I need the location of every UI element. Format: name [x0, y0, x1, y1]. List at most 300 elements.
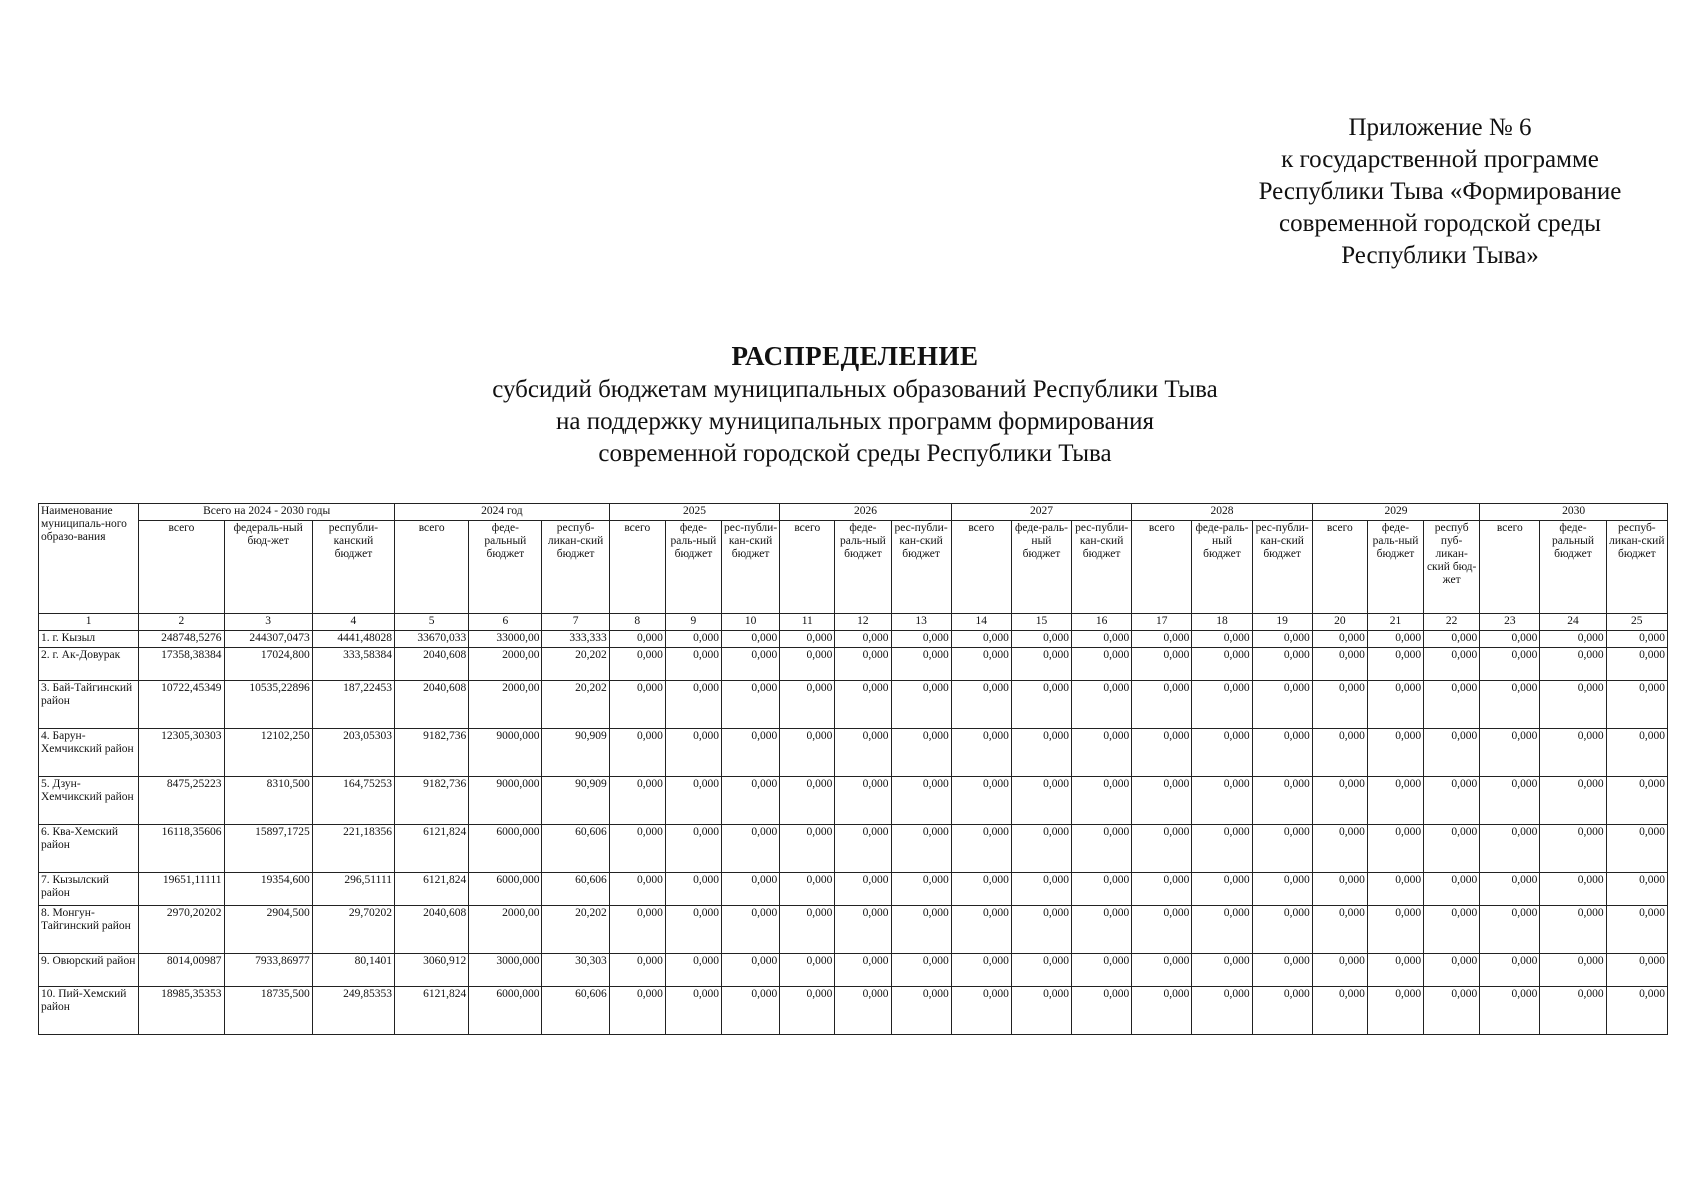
value-cell: 0,000 [1424, 906, 1480, 954]
value-cell: 0,000 [1011, 825, 1071, 873]
value-cell: 0,000 [891, 954, 951, 987]
value-cell: 7933,86977 [224, 954, 312, 987]
column-number: 21 [1367, 614, 1423, 631]
value-cell: 0,000 [1132, 825, 1192, 873]
value-cell: 0,000 [1424, 681, 1480, 729]
value-cell: 0,000 [1192, 631, 1252, 648]
appendix-line: Республики Тыва «Формирование [1258, 178, 1622, 205]
column-number: 25 [1606, 614, 1667, 631]
value-cell: 0,000 [1011, 954, 1071, 987]
value-cell: 0,000 [665, 906, 721, 954]
value-cell: 0,000 [951, 729, 1011, 777]
appendix-line: к государственной программе [1281, 146, 1599, 173]
value-cell: 0,000 [780, 631, 835, 648]
value-cell: 0,000 [1132, 987, 1192, 1035]
value-cell: 0,000 [1480, 648, 1540, 681]
value-cell: 0,000 [1192, 906, 1252, 954]
value-cell: 0,000 [1132, 631, 1192, 648]
value-cell: 0,000 [1540, 954, 1606, 987]
value-cell: 0,000 [891, 825, 951, 873]
value-cell: 0,000 [609, 954, 665, 987]
value-cell: 0,000 [1252, 825, 1312, 873]
value-cell: 8475,25223 [139, 777, 224, 825]
value-cell: 0,000 [722, 954, 780, 987]
value-cell: 18985,35353 [139, 987, 224, 1035]
group-header: 2025 [609, 504, 780, 521]
value-cell: 0,000 [1192, 987, 1252, 1035]
value-cell: 0,000 [665, 648, 721, 681]
value-cell: 17358,38384 [139, 648, 224, 681]
value-cell: 0,000 [1312, 825, 1367, 873]
column-number: 15 [1011, 614, 1071, 631]
value-cell: 0,000 [665, 777, 721, 825]
value-cell: 0,000 [951, 681, 1011, 729]
subheader-cell: федераль-ный бюд-жет [224, 521, 312, 614]
value-cell: 0,000 [1252, 631, 1312, 648]
value-cell: 0,000 [1072, 987, 1132, 1035]
value-cell: 0,000 [780, 825, 835, 873]
value-cell: 0,000 [1606, 777, 1667, 825]
value-cell: 90,909 [542, 777, 609, 825]
value-cell: 2040,608 [395, 906, 469, 954]
value-cell: 0,000 [891, 777, 951, 825]
value-cell: 2000,00 [469, 648, 542, 681]
municipality-name: 8. Монгун-Тайгинский район [39, 906, 139, 954]
value-cell: 0,000 [1132, 648, 1192, 681]
value-cell: 0,000 [1424, 777, 1480, 825]
value-cell: 187,22453 [312, 681, 394, 729]
value-cell: 0,000 [1252, 873, 1312, 906]
value-cell: 2904,500 [224, 906, 312, 954]
value-cell: 0,000 [835, 648, 891, 681]
value-cell: 0,000 [1424, 825, 1480, 873]
value-cell: 0,000 [835, 954, 891, 987]
value-cell: 0,000 [835, 906, 891, 954]
value-cell: 0,000 [665, 729, 721, 777]
municipality-name: 5. Дзун-Хемчикский район [39, 777, 139, 825]
value-cell: 0,000 [609, 906, 665, 954]
value-cell: 0,000 [1480, 906, 1540, 954]
appendix-line: современной городской среды [1279, 210, 1601, 237]
value-cell: 0,000 [609, 681, 665, 729]
value-cell: 0,000 [1367, 729, 1423, 777]
value-cell: 0,000 [1424, 729, 1480, 777]
value-cell: 3000,000 [469, 954, 542, 987]
value-cell: 0,000 [1312, 631, 1367, 648]
table-row [39, 681, 1668, 729]
value-cell: 0,000 [1480, 954, 1540, 987]
value-cell: 0,000 [609, 825, 665, 873]
title-line: на поддержку муниципальных программ формирования [555, 408, 1155, 435]
value-cell: 248748,5276 [139, 631, 224, 648]
value-cell: 18735,500 [224, 987, 312, 1035]
value-cell: 0,000 [665, 631, 721, 648]
value-cell: 0,000 [1252, 681, 1312, 729]
value-cell: 0,000 [1606, 681, 1667, 729]
municipality-name: 9. Овюрский район [39, 954, 139, 987]
value-cell: 0,000 [1011, 681, 1071, 729]
value-cell: 0,000 [1072, 631, 1132, 648]
value-cell: 2000,00 [469, 906, 542, 954]
value-cell: 12102,250 [224, 729, 312, 777]
column-number: 9 [665, 614, 721, 631]
value-cell: 0,000 [1480, 681, 1540, 729]
value-cell: 19354,600 [224, 873, 312, 906]
value-cell: 0,000 [1480, 825, 1540, 873]
value-cell: 0,000 [1072, 954, 1132, 987]
value-cell: 0,000 [1072, 906, 1132, 954]
value-cell: 0,000 [1367, 906, 1423, 954]
subheader-cell: рес-публи-кан-ский бюджет [1252, 521, 1312, 614]
subheader-cell: всего [139, 521, 224, 614]
value-cell: 8310,500 [224, 777, 312, 825]
group-header: 2029 [1312, 504, 1479, 521]
column-number: 18 [1192, 614, 1252, 631]
column-number: 7 [542, 614, 609, 631]
table-header-row [39, 504, 1668, 521]
value-cell: 0,000 [1540, 648, 1606, 681]
value-cell: 20,202 [542, 681, 609, 729]
value-cell: 0,000 [1192, 825, 1252, 873]
value-cell: 244307,0473 [224, 631, 312, 648]
value-cell: 30,303 [542, 954, 609, 987]
table-row [39, 631, 1668, 648]
title-main: РАСПРЕДЕЛЕНИЕ [731, 341, 979, 371]
value-cell: 0,000 [1480, 631, 1540, 648]
value-cell: 0,000 [1192, 648, 1252, 681]
document-title [330, 338, 1380, 470]
value-cell: 0,000 [665, 954, 721, 987]
value-cell: 0,000 [1132, 906, 1192, 954]
value-cell: 20,202 [542, 648, 609, 681]
value-cell: 0,000 [609, 631, 665, 648]
value-cell: 0,000 [1312, 681, 1367, 729]
appendix-note [1180, 112, 1697, 272]
column-number: 19 [1252, 614, 1312, 631]
value-cell: 0,000 [780, 777, 835, 825]
table-row [39, 954, 1668, 987]
value-cell: 0,000 [722, 631, 780, 648]
subheader-cell: всего [951, 521, 1011, 614]
value-cell: 0,000 [722, 729, 780, 777]
value-cell: 0,000 [1011, 987, 1071, 1035]
value-cell: 0,000 [1252, 954, 1312, 987]
value-cell: 10722,45349 [139, 681, 224, 729]
value-cell: 0,000 [722, 906, 780, 954]
value-cell: 0,000 [1424, 987, 1480, 1035]
value-cell: 0,000 [1132, 681, 1192, 729]
value-cell: 2040,608 [395, 648, 469, 681]
table-row [39, 825, 1668, 873]
subheader-cell: феде-раль-ный бюджет [835, 521, 891, 614]
subheader-cell: всего [395, 521, 469, 614]
subheader-cell: респуб-ликан-ский бюджет [542, 521, 609, 614]
value-cell: 6121,824 [395, 987, 469, 1035]
value-cell: 0,000 [1480, 729, 1540, 777]
column-number: 12 [835, 614, 891, 631]
value-cell: 3060,912 [395, 954, 469, 987]
value-cell: 0,000 [835, 873, 891, 906]
subheader-cell: респуб-ликан-ский бюджет [1606, 521, 1667, 614]
subheader-cell: всего [1480, 521, 1540, 614]
value-cell: 29,70202 [312, 906, 394, 954]
subheader-cell: респуб пуб-ликан-ский бюд-жет [1424, 521, 1480, 614]
value-cell: 0,000 [780, 681, 835, 729]
municipality-name: 7. Кызылский район [39, 873, 139, 906]
value-cell: 0,000 [1606, 873, 1667, 906]
column-number: 17 [1132, 614, 1192, 631]
value-cell: 0,000 [1540, 631, 1606, 648]
value-cell: 164,75253 [312, 777, 394, 825]
title-line: субсидий бюджетам муниципальных образований Республики Тыва [492, 376, 1218, 403]
value-cell: 0,000 [780, 906, 835, 954]
municipality-name: 1. г. Кызыл [39, 631, 139, 648]
column-number: 8 [609, 614, 665, 631]
value-cell: 333,58384 [312, 648, 394, 681]
column-number: 13 [891, 614, 951, 631]
value-cell: 60,606 [542, 987, 609, 1035]
value-cell: 20,202 [542, 906, 609, 954]
value-cell: 0,000 [891, 681, 951, 729]
value-cell: 0,000 [891, 987, 951, 1035]
value-cell: 90,909 [542, 729, 609, 777]
value-cell: 0,000 [722, 873, 780, 906]
subheader-cell: феде-раль-ный бюджет [1192, 521, 1252, 614]
value-cell: 0,000 [1312, 987, 1367, 1035]
value-cell: 0,000 [780, 954, 835, 987]
value-cell: 9000,000 [469, 729, 542, 777]
value-cell: 0,000 [665, 825, 721, 873]
value-cell: 0,000 [1424, 954, 1480, 987]
value-cell: 0,000 [1367, 777, 1423, 825]
value-cell: 60,606 [542, 873, 609, 906]
value-cell: 0,000 [891, 873, 951, 906]
value-cell: 0,000 [1480, 873, 1540, 906]
value-cell: 60,606 [542, 825, 609, 873]
value-cell: 0,000 [835, 729, 891, 777]
value-cell: 333,333 [542, 631, 609, 648]
value-cell: 0,000 [951, 987, 1011, 1035]
value-cell: 0,000 [1312, 873, 1367, 906]
value-cell: 0,000 [835, 777, 891, 825]
value-cell: 6000,000 [469, 987, 542, 1035]
subheader-cell: всего [1132, 521, 1192, 614]
value-cell: 0,000 [1132, 777, 1192, 825]
value-cell: 0,000 [1540, 906, 1606, 954]
value-cell: 203,05303 [312, 729, 394, 777]
value-cell: 0,000 [665, 987, 721, 1035]
value-cell: 0,000 [891, 648, 951, 681]
value-cell: 0,000 [1540, 987, 1606, 1035]
value-cell: 0,000 [609, 777, 665, 825]
name-header: Наименование муниципаль-ного образо-вания [39, 504, 139, 614]
value-cell: 0,000 [1367, 954, 1423, 987]
appendix-line: Приложение № 6 [1348, 114, 1532, 141]
subheader-cell: феде-ральный бюджет [469, 521, 542, 614]
value-cell: 0,000 [1312, 906, 1367, 954]
value-cell: 0,000 [1011, 729, 1071, 777]
value-cell: 0,000 [1252, 987, 1312, 1035]
subheader-cell: всего [609, 521, 665, 614]
value-cell: 0,000 [1072, 825, 1132, 873]
value-cell: 0,000 [780, 729, 835, 777]
table-body [39, 631, 1668, 1035]
value-cell: 2000,00 [469, 681, 542, 729]
value-cell: 80,1401 [312, 954, 394, 987]
column-number: 11 [780, 614, 835, 631]
subheader-cell: феде-раль-ный бюджет [1367, 521, 1423, 614]
value-cell: 0,000 [951, 873, 1011, 906]
value-cell: 0,000 [1252, 729, 1312, 777]
subheader-cell: феде-ральный бюджет [1540, 521, 1606, 614]
subheader-cell: республи-канский бюджет [312, 521, 394, 614]
value-cell: 0,000 [1252, 777, 1312, 825]
value-cell: 0,000 [891, 729, 951, 777]
column-number: 1 [39, 614, 139, 631]
value-cell: 0,000 [1011, 873, 1071, 906]
value-cell: 0,000 [665, 873, 721, 906]
value-cell: 0,000 [1011, 648, 1071, 681]
group-header: 2024 год [395, 504, 610, 521]
value-cell: 9182,736 [395, 777, 469, 825]
table-row [39, 906, 1668, 954]
value-cell: 0,000 [1424, 873, 1480, 906]
value-cell: 0,000 [951, 631, 1011, 648]
value-cell: 0,000 [1540, 873, 1606, 906]
value-cell: 0,000 [891, 906, 951, 954]
value-cell: 6121,824 [395, 825, 469, 873]
value-cell: 0,000 [1132, 729, 1192, 777]
value-cell: 0,000 [1312, 954, 1367, 987]
value-cell: 0,000 [780, 873, 835, 906]
value-cell: 0,000 [1424, 648, 1480, 681]
value-cell: 0,000 [1312, 729, 1367, 777]
value-cell: 0,000 [1540, 825, 1606, 873]
value-cell: 0,000 [1011, 777, 1071, 825]
value-cell: 0,000 [835, 681, 891, 729]
column-number: 16 [1072, 614, 1132, 631]
value-cell: 0,000 [1072, 777, 1132, 825]
table-row [39, 987, 1668, 1035]
value-cell: 0,000 [1480, 987, 1540, 1035]
value-cell: 0,000 [1480, 777, 1540, 825]
subheader-cell: феде-раль-ный бюджет [1011, 521, 1071, 614]
subsidy-table [38, 503, 1668, 1035]
value-cell: 33670,033 [395, 631, 469, 648]
value-cell: 0,000 [951, 906, 1011, 954]
subheader-cell: рес-публи-кан-ский бюджет [891, 521, 951, 614]
value-cell: 9182,736 [395, 729, 469, 777]
value-cell: 0,000 [1606, 729, 1667, 777]
value-cell: 0,000 [1540, 777, 1606, 825]
column-number: 6 [469, 614, 542, 631]
value-cell: 0,000 [1424, 631, 1480, 648]
value-cell: 0,000 [835, 825, 891, 873]
value-cell: 0,000 [1011, 631, 1071, 648]
value-cell: 0,000 [609, 987, 665, 1035]
value-cell: 249,85353 [312, 987, 394, 1035]
column-number: 23 [1480, 614, 1540, 631]
value-cell: 0,000 [1192, 777, 1252, 825]
column-number: 4 [312, 614, 394, 631]
value-cell: 0,000 [1072, 681, 1132, 729]
value-cell: 0,000 [722, 825, 780, 873]
value-cell: 0,000 [835, 987, 891, 1035]
value-cell: 0,000 [1132, 954, 1192, 987]
municipality-name: 3. Бай-Тайгинский район [39, 681, 139, 729]
municipality-name: 6. Ква-Хемский район [39, 825, 139, 873]
value-cell: 6000,000 [469, 825, 542, 873]
municipality-name: 10. Пий-Хемский район [39, 987, 139, 1035]
value-cell: 2970,20202 [139, 906, 224, 954]
column-number: 3 [224, 614, 312, 631]
table-row [39, 777, 1668, 825]
municipality-name: 2. г. Ак-Довурак [39, 648, 139, 681]
table-subheader-row [39, 521, 1668, 614]
value-cell: 33000,00 [469, 631, 542, 648]
value-cell: 12305,30303 [139, 729, 224, 777]
value-cell: 0,000 [1540, 681, 1606, 729]
value-cell: 296,51111 [312, 873, 394, 906]
group-header: 2026 [780, 504, 952, 521]
value-cell: 15897,1725 [224, 825, 312, 873]
column-number: 2 [139, 614, 224, 631]
value-cell: 221,18356 [312, 825, 394, 873]
subheader-cell: феде-раль-ный бюджет [665, 521, 721, 614]
value-cell: 0,000 [1606, 648, 1667, 681]
value-cell: 2040,608 [395, 681, 469, 729]
value-cell: 0,000 [1132, 873, 1192, 906]
value-cell: 0,000 [780, 987, 835, 1035]
value-cell: 17024,800 [224, 648, 312, 681]
value-cell: 0,000 [722, 681, 780, 729]
value-cell: 0,000 [1606, 954, 1667, 987]
value-cell: 6121,824 [395, 873, 469, 906]
subheader-cell: рес-публи-кан-ский бюджет [1072, 521, 1132, 614]
value-cell: 0,000 [1606, 631, 1667, 648]
table-row [39, 729, 1668, 777]
value-cell: 0,000 [1367, 825, 1423, 873]
value-cell: 0,000 [1367, 631, 1423, 648]
value-cell: 0,000 [1367, 681, 1423, 729]
value-cell: 0,000 [1252, 906, 1312, 954]
value-cell: 0,000 [1606, 906, 1667, 954]
value-cell: 0,000 [722, 987, 780, 1035]
subheader-cell: всего [780, 521, 835, 614]
value-cell: 0,000 [951, 825, 1011, 873]
value-cell: 0,000 [609, 729, 665, 777]
value-cell: 6000,000 [469, 873, 542, 906]
value-cell: 0,000 [1192, 681, 1252, 729]
municipality-name: 4. Барун-Хемчикский район [39, 729, 139, 777]
value-cell: 0,000 [1367, 648, 1423, 681]
group-header: 2030 [1480, 504, 1668, 521]
value-cell: 0,000 [1367, 873, 1423, 906]
value-cell: 0,000 [609, 648, 665, 681]
value-cell: 4441,48028 [312, 631, 394, 648]
value-cell: 8014,00987 [139, 954, 224, 987]
value-cell: 0,000 [835, 631, 891, 648]
appendix-line: Республики Тыва» [1341, 242, 1539, 269]
table-row [39, 648, 1668, 681]
value-cell: 19651,11111 [139, 873, 224, 906]
value-cell: 0,000 [1367, 987, 1423, 1035]
column-number: 24 [1540, 614, 1606, 631]
column-number: 5 [395, 614, 469, 631]
value-cell: 0,000 [891, 631, 951, 648]
group-header: Всего на 2024 - 2030 годы [139, 504, 395, 521]
value-cell: 0,000 [609, 873, 665, 906]
